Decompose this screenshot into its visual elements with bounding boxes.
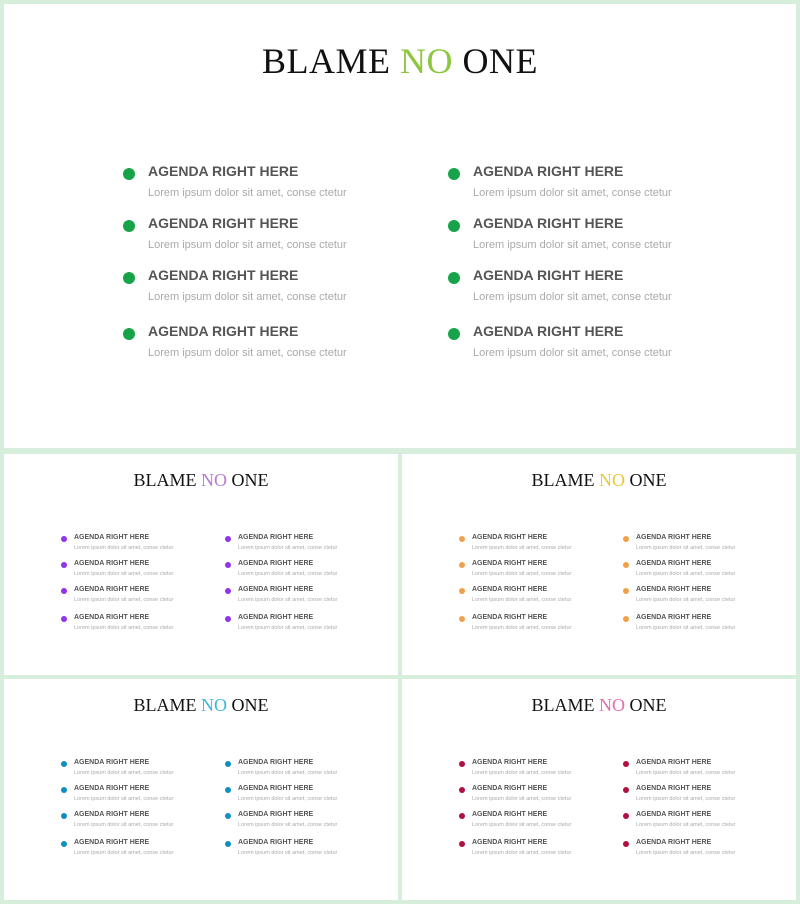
agenda-item-title: AGENDA RIGHT HERE	[148, 163, 299, 179]
agenda-item-desc: Lorem ipsum dolor sit amet, conse ctetur	[148, 291, 347, 303]
bullet-dot	[448, 168, 460, 180]
bullet-dot	[459, 813, 465, 819]
agenda-item-desc: Lorem ipsum dolor sit amet, conse ctetur	[636, 545, 736, 551]
title-part-3: ONE	[227, 470, 269, 490]
agenda-item-desc: Lorem ipsum dolor sit amet, conse ctetur	[636, 850, 736, 856]
bullet-dot	[123, 328, 135, 340]
agenda-item-desc: Lorem ipsum dolor sit amet, conse ctetur	[472, 571, 572, 577]
slide-pink	[402, 679, 796, 900]
slide-title	[4, 40, 796, 82]
agenda-item-desc: Lorem ipsum dolor sit amet, conse ctetur	[74, 796, 174, 802]
agenda-item-title: AGENDA RIGHT HERE	[238, 534, 314, 541]
title-part-1: BLAME	[133, 695, 201, 715]
agenda-item-desc: Lorem ipsum dolor sit amet, conse ctetur	[636, 770, 736, 776]
bullet-dot	[225, 562, 231, 568]
agenda-item-title: AGENDA RIGHT HERE	[636, 811, 712, 818]
agenda-item-desc: Lorem ipsum dolor sit amet, conse ctetur	[74, 850, 174, 856]
agenda-item-title: AGENDA RIGHT HERE	[636, 560, 712, 567]
agenda-item-desc: Lorem ipsum dolor sit amet, conse ctetur	[473, 347, 672, 359]
title-accent-word: NO	[201, 470, 227, 490]
agenda-item-title: AGENDA RIGHT HERE	[473, 163, 624, 179]
agenda-item-title: AGENDA RIGHT HERE	[472, 614, 548, 621]
agenda-item-title: AGENDA RIGHT HERE	[636, 614, 712, 621]
agenda-item-desc: Lorem ipsum dolor sit amet, conse ctetur	[238, 822, 338, 828]
agenda-item-desc: Lorem ipsum dolor sit amet, conse ctetur	[473, 187, 672, 199]
agenda-item-title: AGENDA RIGHT HERE	[472, 811, 548, 818]
bullet-dot	[623, 813, 629, 819]
agenda-item-desc: Lorem ipsum dolor sit amet, conse ctetur	[472, 796, 572, 802]
title-part-1: BLAME	[531, 695, 599, 715]
slide-title	[402, 695, 796, 716]
agenda-item-title: AGENDA RIGHT HERE	[238, 811, 314, 818]
agenda-item-title: AGENDA RIGHT HERE	[472, 759, 548, 766]
bullet-dot	[448, 272, 460, 284]
agenda-item-desc: Lorem ipsum dolor sit amet, conse ctetur	[472, 850, 572, 856]
agenda-item-title: AGENDA RIGHT HERE	[636, 759, 712, 766]
bullet-dot	[459, 761, 465, 767]
bullet-dot	[623, 588, 629, 594]
slide-purple	[4, 454, 398, 675]
agenda-item-title: AGENDA RIGHT HERE	[148, 215, 299, 231]
agenda-item-title: AGENDA RIGHT HERE	[74, 560, 150, 567]
agenda-item-title: AGENDA RIGHT HERE	[473, 323, 624, 339]
agenda-item-title: AGENDA RIGHT HERE	[238, 785, 314, 792]
bullet-dot	[448, 328, 460, 340]
agenda-item-title: AGENDA RIGHT HERE	[472, 785, 548, 792]
bullet-dot	[623, 562, 629, 568]
agenda-item-desc: Lorem ipsum dolor sit amet, conse ctetur	[74, 597, 174, 603]
agenda-item-desc: Lorem ipsum dolor sit amet, conse ctetur	[636, 822, 736, 828]
agenda-item-desc: Lorem ipsum dolor sit amet, conse ctetur	[472, 822, 572, 828]
bullet-dot	[61, 813, 67, 819]
agenda-item-desc: Lorem ipsum dolor sit amet, conse ctetur	[238, 545, 338, 551]
agenda-item-desc: Lorem ipsum dolor sit amet, conse ctetur	[472, 597, 572, 603]
agenda-item-title: AGENDA RIGHT HERE	[148, 323, 299, 339]
agenda-item-title: AGENDA RIGHT HERE	[238, 839, 314, 846]
agenda-item-desc: Lorem ipsum dolor sit amet, conse ctetur	[636, 625, 736, 631]
agenda-item-title: AGENDA RIGHT HERE	[74, 534, 150, 541]
agenda-item-title: AGENDA RIGHT HERE	[472, 839, 548, 846]
bullet-dot	[61, 761, 67, 767]
bullet-dot	[225, 841, 231, 847]
title-part-1: BLAME	[262, 41, 400, 81]
agenda-item-title: AGENDA RIGHT HERE	[74, 614, 150, 621]
agenda-item-title: AGENDA RIGHT HERE	[472, 586, 548, 593]
agenda-item-title: AGENDA RIGHT HERE	[238, 586, 314, 593]
agenda-item-title: AGENDA RIGHT HERE	[238, 614, 314, 621]
agenda-item-desc: Lorem ipsum dolor sit amet, conse ctetur	[238, 571, 338, 577]
bullet-dot	[225, 813, 231, 819]
agenda-item-desc: Lorem ipsum dolor sit amet, conse ctetur	[238, 770, 338, 776]
bullet-dot	[459, 536, 465, 542]
agenda-item-desc: Lorem ipsum dolor sit amet, conse ctetur	[238, 625, 338, 631]
agenda-item-title: AGENDA RIGHT HERE	[636, 586, 712, 593]
agenda-item-title: AGENDA RIGHT HERE	[636, 534, 712, 541]
slide-title	[4, 695, 398, 716]
slide-title	[402, 470, 796, 491]
agenda-item-desc: Lorem ipsum dolor sit amet, conse ctetur	[148, 187, 347, 199]
agenda-item-title: AGENDA RIGHT HERE	[74, 785, 150, 792]
title-part-3: ONE	[625, 695, 667, 715]
agenda-item-title: AGENDA RIGHT HERE	[74, 586, 150, 593]
agenda-item-desc: Lorem ipsum dolor sit amet, conse ctetur	[74, 571, 174, 577]
agenda-item-title: AGENDA RIGHT HERE	[238, 759, 314, 766]
slide-title	[4, 470, 398, 491]
bullet-dot	[623, 536, 629, 542]
agenda-item-title: AGENDA RIGHT HERE	[473, 215, 624, 231]
agenda-item-title: AGENDA RIGHT HERE	[472, 560, 548, 567]
bullet-dot	[225, 536, 231, 542]
agenda-item-title: AGENDA RIGHT HERE	[74, 811, 150, 818]
title-accent-word: NO	[599, 695, 625, 715]
agenda-item-title: AGENDA RIGHT HERE	[636, 785, 712, 792]
agenda-item-desc: Lorem ipsum dolor sit amet, conse ctetur	[148, 239, 347, 251]
bullet-dot	[61, 562, 67, 568]
agenda-item-title: AGENDA RIGHT HERE	[74, 759, 150, 766]
slide-orange	[402, 454, 796, 675]
agenda-item-desc: Lorem ipsum dolor sit amet, conse ctetur	[636, 796, 736, 802]
bullet-dot	[61, 787, 67, 793]
agenda-item-desc: Lorem ipsum dolor sit amet, conse ctetur	[148, 347, 347, 359]
agenda-item-desc: Lorem ipsum dolor sit amet, conse ctetur	[473, 239, 672, 251]
agenda-item-title: AGENDA RIGHT HERE	[473, 267, 624, 283]
agenda-item-desc: Lorem ipsum dolor sit amet, conse ctetur	[472, 770, 572, 776]
bullet-dot	[225, 787, 231, 793]
agenda-item-desc: Lorem ipsum dolor sit amet, conse ctetur	[472, 545, 572, 551]
agenda-item-desc: Lorem ipsum dolor sit amet, conse ctetur	[74, 545, 174, 551]
agenda-item-desc: Lorem ipsum dolor sit amet, conse ctetur	[74, 770, 174, 776]
agenda-item-title: AGENDA RIGHT HERE	[148, 267, 299, 283]
slide-green	[4, 4, 796, 448]
agenda-item-title: AGENDA RIGHT HERE	[472, 534, 548, 541]
bullet-dot	[459, 562, 465, 568]
title-part-3: ONE	[625, 470, 667, 490]
bullet-dot	[623, 841, 629, 847]
bullet-dot	[623, 761, 629, 767]
agenda-item-title: AGENDA RIGHT HERE	[74, 839, 150, 846]
agenda-item-desc: Lorem ipsum dolor sit amet, conse ctetur	[636, 571, 736, 577]
bullet-dot	[459, 616, 465, 622]
bullet-dot	[61, 536, 67, 542]
bullet-dot	[225, 588, 231, 594]
agenda-item-desc: Lorem ipsum dolor sit amet, conse ctetur	[238, 850, 338, 856]
agenda-item-desc: Lorem ipsum dolor sit amet, conse ctetur	[473, 291, 672, 303]
bullet-dot	[225, 761, 231, 767]
bullet-dot	[61, 841, 67, 847]
title-accent-word: NO	[400, 41, 453, 81]
title-part-1: BLAME	[531, 470, 599, 490]
bullet-dot	[123, 168, 135, 180]
bullet-dot	[623, 616, 629, 622]
title-part-3: ONE	[453, 41, 538, 81]
bullet-dot	[123, 220, 135, 232]
bullet-dot	[448, 220, 460, 232]
agenda-item-desc: Lorem ipsum dolor sit amet, conse ctetur	[238, 597, 338, 603]
bullet-dot	[225, 616, 231, 622]
bullet-dot	[61, 588, 67, 594]
bullet-dot	[623, 787, 629, 793]
title-accent-word: NO	[201, 695, 227, 715]
title-part-1: BLAME	[133, 470, 201, 490]
agenda-item-title: AGENDA RIGHT HERE	[636, 839, 712, 846]
bullet-dot	[459, 787, 465, 793]
agenda-item-title: AGENDA RIGHT HERE	[238, 560, 314, 567]
agenda-item-desc: Lorem ipsum dolor sit amet, conse ctetur	[472, 625, 572, 631]
bullet-dot	[123, 272, 135, 284]
bullet-dot	[459, 588, 465, 594]
bullet-dot	[61, 616, 67, 622]
title-part-3: ONE	[227, 695, 269, 715]
slide-blue	[4, 679, 398, 900]
agenda-item-desc: Lorem ipsum dolor sit amet, conse ctetur	[74, 822, 174, 828]
agenda-item-desc: Lorem ipsum dolor sit amet, conse ctetur	[238, 796, 338, 802]
agenda-item-desc: Lorem ipsum dolor sit amet, conse ctetur	[636, 597, 736, 603]
bullet-dot	[459, 841, 465, 847]
agenda-item-desc: Lorem ipsum dolor sit amet, conse ctetur	[74, 625, 174, 631]
title-accent-word: NO	[599, 470, 625, 490]
